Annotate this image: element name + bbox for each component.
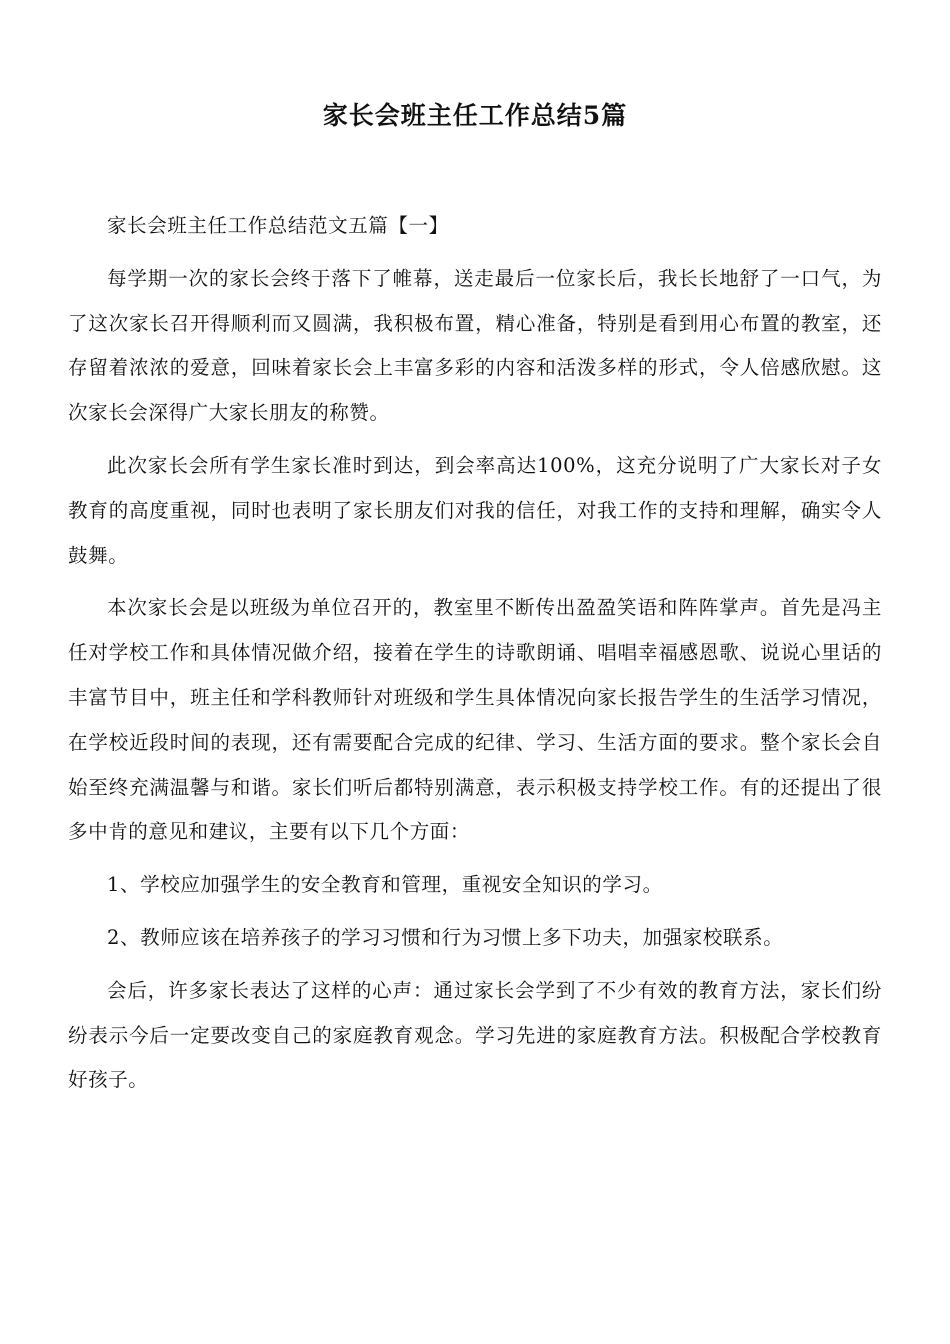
list-item: 2、教师应该在培养孩子的学习习惯和行为习惯上多下功夫，加强家校联系。 <box>107 925 784 949</box>
paragraph: 每学期一次的家长会终于落下了帷幕，送走最后一位家长后，我长长地舒了一口气，为了这次家长召开得顺利而又圆满，我积极布置，精心准备，特别是看到用心布置的教室，还存留着浓浓的爱意，回味着家长会上丰富多彩的内容和活泼多样的形式，令人倍感欣慰。这次家长会深得广大家长朋友的称赞。 <box>68 266 882 425</box>
paragraph: 此次家长会所有学生家长准时到达，到会率高达100%，这充分说明了广大家长对子女教育的高度重视，同时也表明了家长朋友们对我的信任，对我工作的支持和理解，确实令人鼓舞。 <box>68 453 882 567</box>
document-title: 家长会班主任工作总结5篇 <box>322 101 628 130</box>
paragraph-section-heading: 家长会班主任工作总结范文五篇【一】 <box>107 214 449 237</box>
paragraph: 会后，许多家长表达了这样的心声：通过家长会学到了不少有效的教育方法，家长们纷纷表示今后一定要改变自己的家庭教育观念。学习先进的家庭教育方法。积极配合学校教育好孩子。 <box>68 978 882 1092</box>
list-item: 1、学校应加强学生的安全教育和管理，重视安全知识的学习。 <box>107 873 663 897</box>
document-body <box>68 204 882 1111</box>
paragraph: 本次家长会是以班级为单位召开的，教室里不断传出盈盈笑语和阵阵掌声。首先是冯主任对学校工作和具体情况做介绍，接着在学生的诗歌朗诵、唱唱幸福感恩歌、说说心里话的丰富节目中，班主任和学科教师针对班级和学生具体情况向家长报告学生的生活学习情况，在学校近段时间的表现，还有需要配合完成的纪律、学习、生活方面的要求。整个家长会自始至终充满温馨与和谐。家长们听后都特别满意，表示积极支持学校工作。有的还提出了很多中肯的意见和建议，主要有以下几个方面： <box>68 596 882 844</box>
